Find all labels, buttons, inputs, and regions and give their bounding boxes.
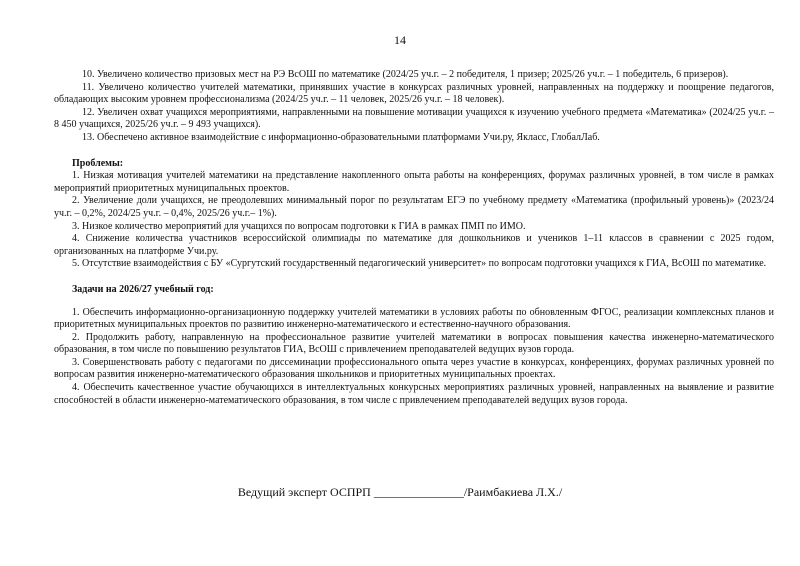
problems-section bbox=[54, 158, 774, 271]
tasks-section bbox=[54, 284, 774, 407]
document-body bbox=[54, 69, 774, 407]
problem-item: 1. Низкая мотивация учителей математики на представление накопленного опыта работы на конференциях, форумах различных уровней, в том числе в рамках мероприятий приоритетных муниципальных проектов. bbox=[54, 170, 774, 194]
task-item: 4. Обеспечить качественное участие обучающихся в интеллектуальных конкурсных мероприятиях различных уровней, направленных на выявление и развитие способностей в области инженерно-математического образования, в том числе с привлечением преподавателей ведущих вузов города. bbox=[54, 382, 774, 406]
problems-heading: Проблемы: bbox=[72, 157, 124, 169]
task-item: 3. Совершенствовать работу с педагогами по диссеминации профессионального опыта через участие в конкурсах, конференциях, форумах различных уровней по вопросам развития инженерно-математического образования школьников и приоритетных муниципальных проектах. bbox=[54, 356, 774, 381]
signature-line bbox=[0, 486, 800, 499]
achievement-item: 12. Увеличен охват учащихся мероприятиями, направленными на повышение мотивации учащихся к изучению учебного предмета «Математика» (2024/25 уч.г. – 8 450 учащихся, 2025/26 уч.г. – 9 493 учащихся). bbox=[54, 106, 774, 131]
task-item: 2. Продолжить работу, направленную на профессиональное развитие учителей математики в вопросах повышения качества инженерно-математического образования, в том числе по повышению результатов ГИА, ВсОШ с привлечением преподавателей ведущих вузов города. bbox=[54, 331, 774, 356]
problem-item: 5. Отсутствие взаимодействия с БУ «Сургутский государственный педагогический университет» по вопросам подготовки учащихся к ГИА, ВсОШ по математике. bbox=[72, 258, 767, 270]
achievements-list bbox=[54, 69, 774, 145]
problem-item: 4. Снижение количества участников всероссийской олимпиады по математике для дошкольников и учеников 1–11 классов в сравнении с 2025 годом, организованных на платформе Учи.ру. bbox=[54, 233, 774, 257]
achievement-item: 10. Увеличено количество призовых мест на РЭ ВсОШ по математике (2024/25 уч.г. – 2 победителя, 1 призер; 2025/26 уч.г. – 1 победитель, 6 призеров). bbox=[82, 69, 729, 80]
tasks-heading: Задачи на 2026/27 учебный год: bbox=[72, 283, 214, 295]
page-number: 14 bbox=[394, 33, 406, 47]
task-item: 1. Обеспечить информационно-организационную поддержку учителей математики в условиях работы по обновленным ФГОС, реализации комплексных планов и приоритетных муниципальных проектов по развитию инженерно-математического и естественно-научного образования. bbox=[54, 306, 774, 331]
achievement-item: 13. Обеспечено активное взаимодействие с информационно-образовательными платформами Учи.ру, Якласс, ГлобалЛаб. bbox=[82, 131, 600, 143]
problem-item: 2. Увеличение доли учащихся, не преодолевших минимальный порог по результатам ЕГЭ по учебному предмету «Математика (профильный уровень)» (2023/24 уч.г. – 0,2%, 2024/25 уч.г. – 0,4%, 2025/26 уч.г.– 1%). bbox=[54, 195, 774, 219]
problem-item: 3. Низкое количество мероприятий для учащихся по вопросам подготовки к ГИА в рамках ПМП по ИМО. bbox=[72, 220, 526, 232]
signature-text: Ведущий эксперт ОСПРП _______________/Раимбакиева Л.Х./ bbox=[237, 485, 563, 499]
achievement-item: 11. Увеличено количество учителей математики, принявших участие в конкурсах различных уровней, направленных на поддержку и поощрение педагогов, обладающих высоким уровнем профессионализма (2024/25 уч.г. – 11 человек, 2025/26 уч.г. – 18 человек). bbox=[54, 81, 774, 106]
